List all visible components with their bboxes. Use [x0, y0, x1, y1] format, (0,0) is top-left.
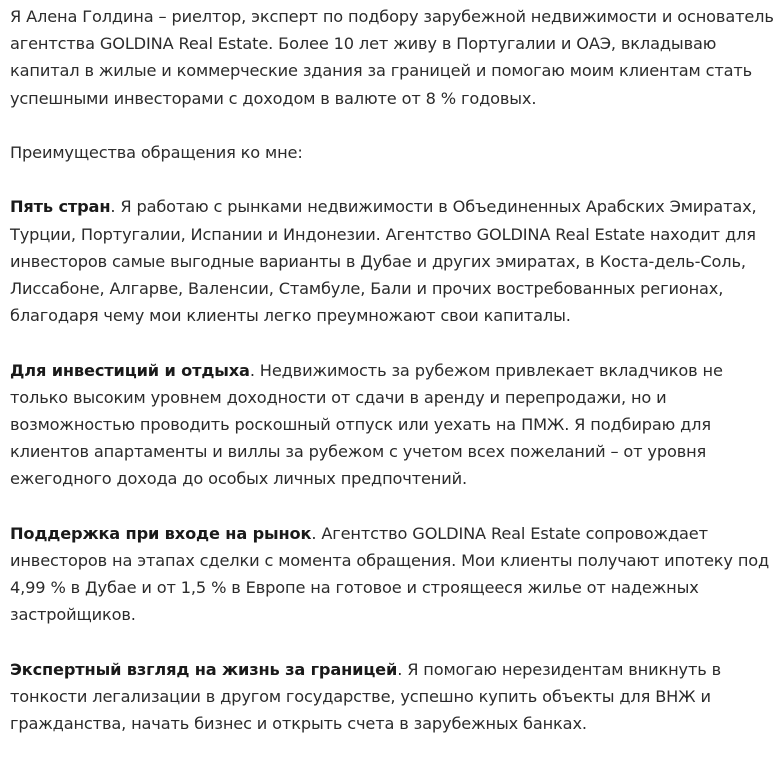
advantage-title: Пять стран [10, 197, 111, 217]
advantage-paragraph [10, 656, 775, 738]
advantage-title: Поддержка при входе на рынок [10, 523, 312, 543]
advantage-text: . Я помогаю нерезидентам вникнуть в тонкости легализации в другом государстве, успешно купить объекты для ВНЖ и гражданства, начать бизнес и открыть счета в зарубежных банках. [10, 659, 722, 734]
advantage-title: Для инвестиций и отдыха [10, 360, 250, 380]
advantage-text: . Агентство GOLDINA Real Estate сопровождает инвесторов на этапах сделки с момента обращения. Мои клиенты получают ипотеку под 4,99 % в Дубае и от 1,5 % в Европе на готовое и строящееся жилье от надежных застройщиков. [10, 523, 770, 625]
advantage-text: . Недвижимость за рубежом привлекает вкладчиков не только высоким уровнем доходности от сдачи в аренду и перепродажи, но и возможностью проводить роскошный отпуск или уехать на ПМЖ. Я подбираю для клиентов апартаменты и виллы за рубежом с учетом всех пожеланий – от уровня ежегодного дохода до особых личных предпочтений. [10, 360, 723, 489]
advantage-paragraph [10, 193, 775, 329]
advantage-paragraph [10, 520, 775, 629]
advantage-title: Экспертный взгляд на жизнь за границей [10, 659, 398, 679]
intro-paragraph: Я Алена Голдина – риелтор, эксперт по подбору зарубежной недвижимости и основатель агентства GOLDINA Real Estate. Более 10 лет живу в Португалии и ОАЭ, вкладываю капитал в жилые и коммерческие здания за границей и помогаю моим клиентам стать успешными инвесторами с доходом в валюте от 8 % годовых. [10, 7, 774, 108]
advantage-text: . Я работаю с рынками недвижимости в Объединенных Арабских Эмиратах, Турции, Португалии, Испании и Индонезии. Агентство GOLDINA Real Estate находит для инвесторов самые выгодные варианты в Дубае и других эмиратах, в Коста-дель-Соль, Лиссабоне, Алгарве, Валенсии, Стамбуле, Бали и прочих востребованных регионах, благодаря чему мои клиенты легко преумножают свои капиталы. [10, 197, 757, 326]
advantage-paragraph [10, 357, 775, 493]
advantages-heading: Преимущества обращения ко мне: [10, 143, 303, 162]
article-body [10, 3, 775, 765]
